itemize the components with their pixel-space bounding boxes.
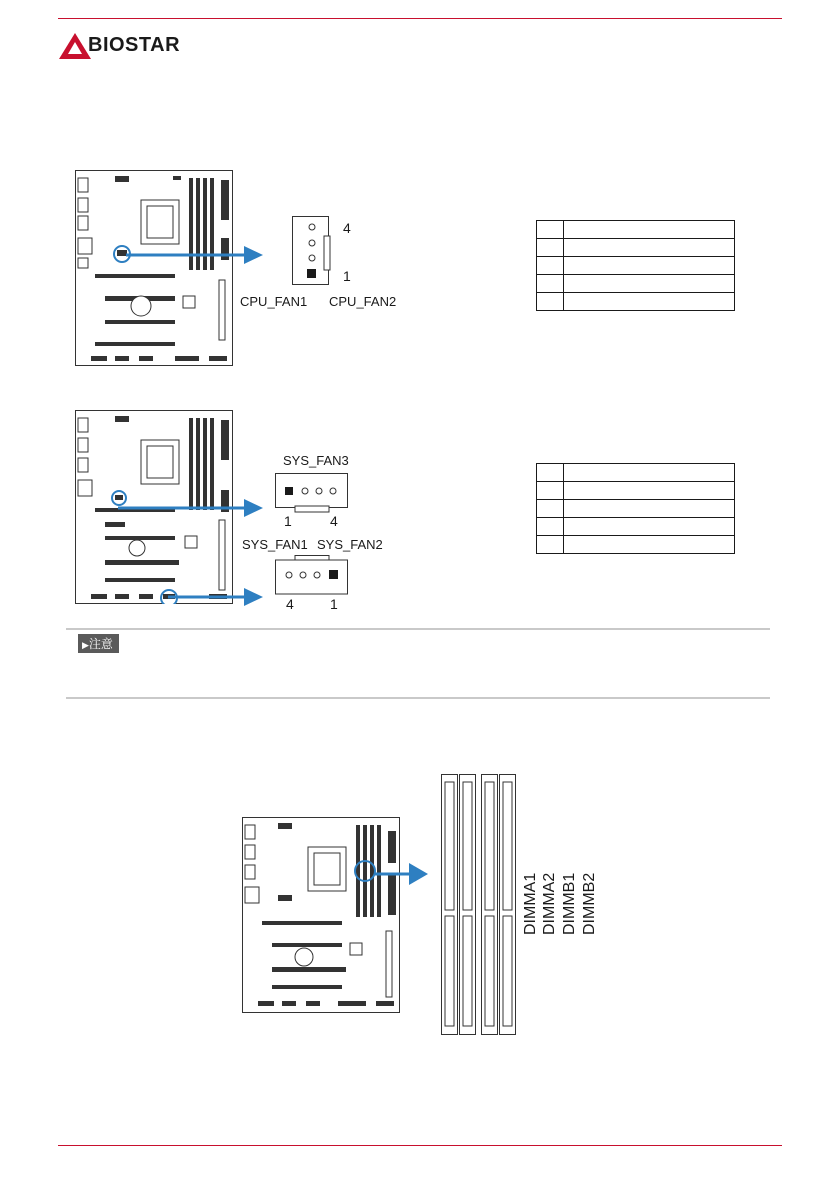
note-bottom-rule — [66, 697, 770, 699]
brand-name: BIOSTAR — [88, 34, 181, 56]
sys-fan3-label: SYS_FAN3 — [283, 453, 349, 468]
sys-fan3-pin-4-label: 4 — [330, 513, 338, 529]
cpu-fan-connector-diagram — [292, 216, 336, 286]
sys-fan1-label: SYS_FAN1 — [242, 537, 308, 552]
sys-fan3-connector-diagram — [275, 473, 349, 513]
table-row — [537, 536, 735, 554]
dimm-label-a1: DIMMA1 — [522, 872, 539, 935]
biostar-logo-icon — [58, 32, 92, 60]
pointer-arrow — [375, 862, 429, 886]
sys-fan-pin-4-label: 4 — [286, 596, 294, 612]
play-icon: ▶ — [82, 641, 89, 651]
motherboard-diagram-cpu-fan — [75, 170, 233, 366]
sys-fan-pin-1-label: 1 — [330, 596, 338, 612]
sys-fan-pin-table — [536, 463, 735, 554]
pointer-arrow — [168, 587, 264, 607]
cpu-fan1-label: CPU_FAN1 — [240, 294, 308, 309]
cpu-fan-pin-4-label: 4 — [343, 220, 351, 236]
table-row — [537, 518, 735, 536]
dimm-slots-enlarged — [441, 774, 519, 1036]
note-top-rule — [66, 628, 770, 630]
cpu-fan-pin-table — [536, 220, 735, 311]
sys-fan2-label: SYS_FAN2 — [317, 537, 383, 552]
pointer-arrow — [118, 498, 264, 518]
dimm-label-b1: DIMMB1 — [561, 872, 578, 935]
dimm-label-a2: DIMMA2 — [541, 872, 558, 935]
header-rule — [58, 18, 782, 19]
cpu-fan-pin-1-label: 1 — [343, 268, 351, 284]
cpu-fan2-label: CPU_FAN2 — [329, 294, 397, 309]
note-tag — [78, 634, 119, 653]
table-row — [537, 275, 735, 293]
table-row — [537, 464, 735, 482]
footer-rule — [58, 1145, 782, 1146]
sys-fan1-2-connector-diagram — [275, 555, 349, 595]
dimm-label-b2: DIMMB2 — [581, 872, 598, 935]
table-row — [537, 293, 735, 311]
table-row — [537, 500, 735, 518]
brand-logo — [58, 28, 198, 62]
motherboard-diagram-dimm — [242, 817, 400, 1013]
pointer-arrow — [126, 245, 264, 265]
table-row — [537, 257, 735, 275]
table-row — [537, 221, 735, 239]
table-row — [537, 239, 735, 257]
note-tag-text: 注意 — [88, 637, 113, 651]
sys-fan3-pin-1-label: 1 — [284, 513, 292, 529]
table-row — [537, 482, 735, 500]
